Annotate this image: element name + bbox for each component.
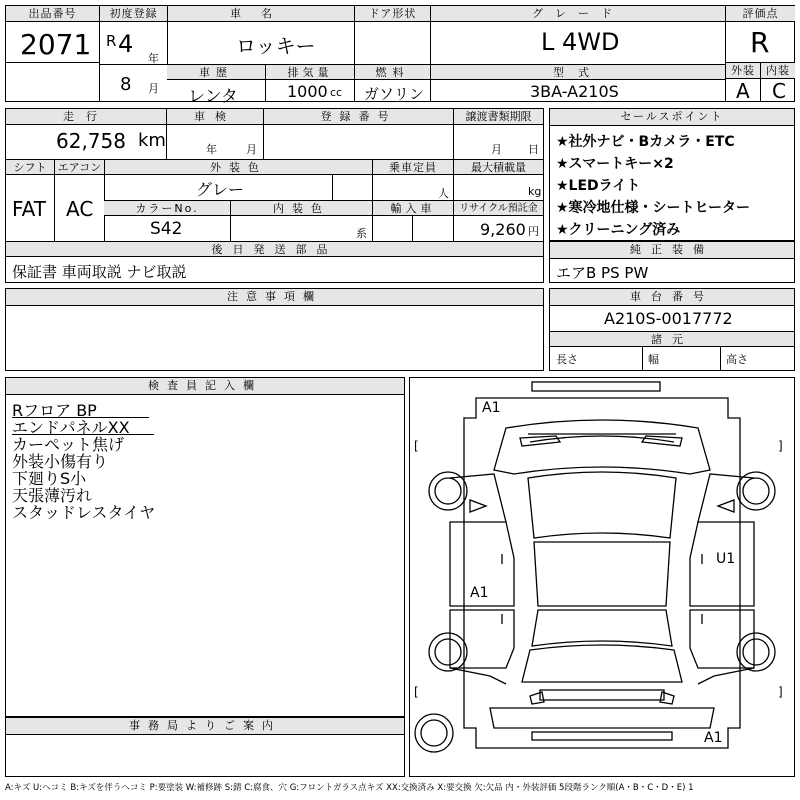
equipment-box	[549, 241, 795, 283]
sales-point-5: ★クリーニング済み	[556, 222, 681, 238]
car-name: ロッキー	[236, 34, 316, 58]
damage-mark-1: A1	[482, 400, 501, 416]
color-label: 外装色	[104, 160, 372, 175]
score-label: 評価点	[726, 6, 795, 22]
era: R	[106, 32, 117, 50]
sales-points-box	[549, 108, 795, 241]
first-registration-cell	[99, 6, 167, 101]
history: レンタ	[188, 87, 238, 107]
sales-point-1: ★社外ナビ・Bカメラ・ETC	[556, 134, 735, 150]
import-label: 輸入車	[372, 201, 453, 216]
displacement-unit: cc	[330, 86, 343, 99]
inspector-note-3: カーペット焦げ	[12, 435, 125, 454]
car-diagram	[410, 378, 794, 776]
exterior-grade: A	[736, 79, 750, 103]
color-no: S42	[150, 219, 183, 239]
grade: L 4WD	[541, 28, 620, 56]
color-no-label: カラーNo.	[104, 201, 230, 216]
recycle-label: リサイクル預託金	[453, 201, 543, 216]
car-name-cell	[167, 6, 354, 64]
inspection-month-unit: 月	[246, 143, 257, 156]
svg-text:]: ]	[778, 439, 783, 453]
sales-point-3: ★LEDライト	[556, 178, 641, 194]
vehicle-detail-box	[5, 108, 544, 283]
inspector-box	[5, 377, 405, 717]
lot-label: 出品番号	[6, 6, 99, 22]
mileage: 62,758	[56, 129, 126, 153]
later-parts-label: 後日発送部品	[6, 242, 543, 257]
inspector-note-2: エンドパネルXX	[12, 418, 130, 437]
load-unit: kg	[528, 185, 542, 198]
history-label: 車歴	[167, 65, 265, 80]
ac-label: エアコン	[54, 160, 104, 175]
shift: FAT	[12, 197, 47, 221]
recycle-value: 9,260	[480, 220, 526, 239]
chassis-number: A210S-0017772	[604, 309, 733, 328]
notes-label: 注意事項欄	[6, 289, 543, 306]
load-label: 最大積載量	[453, 160, 543, 175]
capacity-label: 乗車定員	[372, 160, 453, 175]
svg-text:[: [	[414, 685, 419, 699]
grade-label: グレード	[431, 6, 725, 22]
length-label: 長さ	[556, 353, 578, 366]
damage-mark-2: U1	[716, 551, 736, 567]
fuel: ガソリン	[364, 85, 425, 103]
specs-label: 諸元	[550, 331, 794, 347]
office-box	[5, 717, 405, 777]
recycle-unit: 円	[528, 225, 539, 238]
mileage-unit: km	[138, 130, 166, 151]
score-cell	[725, 6, 794, 101]
inspector-label: 検査員記入欄	[6, 378, 404, 395]
transfer-month-unit: 月	[491, 143, 502, 156]
lot-cell	[6, 6, 99, 101]
shift-label: シフト	[6, 160, 54, 175]
svg-text:]: ]	[778, 685, 783, 699]
damage-mark-3: A1	[470, 585, 489, 601]
fuel-label: 燃料	[354, 65, 430, 80]
month-unit: 月	[148, 82, 159, 95]
inspection-year-unit: 年	[206, 143, 217, 156]
score: R	[750, 26, 770, 59]
transfer-label: 譲渡書類期限	[453, 109, 543, 125]
car-name-label: 車名	[168, 6, 354, 22]
later-parts: 保証書 車両取説 ナビ取説	[12, 263, 187, 281]
capacity-unit: 人	[438, 187, 449, 200]
interior-color-unit: 系	[356, 227, 367, 240]
equipment-value: エアB PS PW	[556, 264, 649, 282]
equipment-label: 純正装備	[550, 242, 794, 259]
notes-box	[5, 288, 544, 371]
office-label: 事務局よりご案内	[6, 718, 404, 735]
vehicle-header-box	[5, 5, 795, 107]
transfer-day-unit: 日	[528, 143, 539, 156]
svg-text:[: [	[414, 439, 419, 453]
car-diagram-box	[409, 377, 795, 777]
reg-year: 4	[118, 30, 134, 58]
reg-month: 8	[120, 74, 132, 95]
first-reg-label: 初度登録	[100, 6, 167, 22]
damage-mark-4: A1	[704, 730, 723, 746]
chassis-label: 車台番号	[550, 289, 794, 306]
door-label: ドア形状	[355, 6, 430, 22]
lot-number: 2071	[20, 28, 92, 61]
inspector-note-6: 天張薄汚れ	[12, 486, 93, 505]
footer-legend: A:キズ U:ヘコミ B:キズを伴うヘコミ P:要塗装 W:補修跡 S:錆 C:腐食、穴 G:フロントガラス点キズ XX:交換済み X:要交換 欠:欠品 内・外装評価 5段階ランク順(A・B・C・D・E) 1	[5, 783, 694, 793]
inspector-note-4: 外装小傷有り	[12, 452, 109, 471]
sales-point-2: ★スマートキー×2	[556, 156, 674, 172]
displacement: 1000	[287, 82, 328, 101]
model: 3BA-A210S	[530, 82, 619, 101]
chassis-box	[549, 288, 795, 371]
inspection-label: 車検	[166, 109, 263, 125]
plate-label: 登録番号	[263, 109, 453, 125]
door-cell	[354, 6, 430, 64]
year-unit: 年	[148, 52, 159, 65]
ac: AC	[66, 197, 94, 221]
sales-point-4: ★寒冷地仕様・シートヒーター	[556, 200, 750, 216]
grade-cell	[430, 6, 725, 64]
width-label: 幅	[648, 353, 659, 366]
inspector-note-5: 下廻りS小	[12, 469, 87, 488]
interior-label: 内装	[760, 63, 795, 79]
displacement-label: 排気量	[265, 65, 354, 80]
mileage-label: 走行	[6, 109, 166, 125]
height-label: 高さ	[726, 353, 748, 366]
color: グレー	[196, 180, 245, 199]
exterior-label: 外装	[726, 63, 760, 79]
inspector-note-7: スタッドレスタイヤ	[12, 503, 156, 522]
inspector-note-1: Rフロア BP	[12, 401, 97, 420]
interior-grade: C	[772, 79, 786, 103]
model-label: 型式	[430, 65, 725, 80]
sales-points-label: セールスポイント	[550, 109, 794, 126]
interior-color-label: 内装色	[230, 201, 372, 216]
